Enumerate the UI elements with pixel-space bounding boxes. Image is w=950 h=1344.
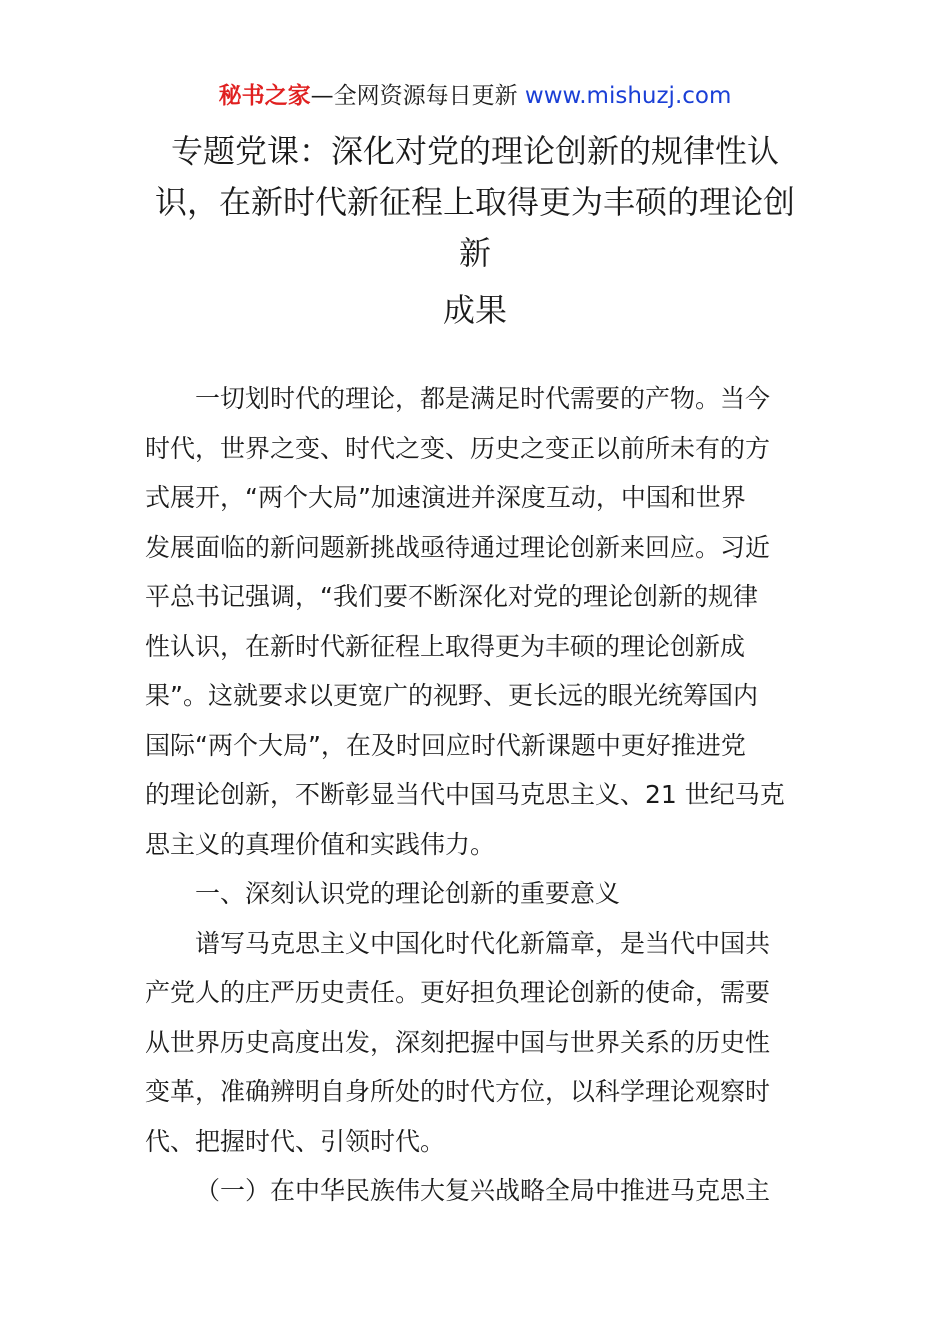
- site-header: [0, 80, 950, 112]
- subsection-heading-1: （一）在中华民族伟大复兴战略全局中推进马克思主: [195, 1176, 771, 1205]
- title-line-1: 专题党课：深化对党的理论创新的规律性认: [170, 132, 779, 170]
- body-line-13: 产党人的庄严历史责任。更好担负理论创新的使命，需要: [145, 978, 771, 1007]
- body-line-15: 变革，准确辨明自身所处的时代方位，以科学理论观察时: [145, 1077, 771, 1106]
- body-line-1: 一切划时代的理论，都是满足时代需要的产物。当今: [195, 384, 771, 413]
- section-heading-1: 一、深刻认识党的理论创新的重要意义: [195, 879, 621, 908]
- title-line-2: 识，在新时代新征程上取得更为丰硕的理论创: [154, 183, 795, 221]
- body-line-16: 代、把握时代、引领时代。: [145, 1126, 446, 1156]
- body-line-9: 的理论创新，不断彰显当代中国马克思主义、21 世纪马克: [145, 780, 785, 809]
- document-body: [145, 374, 807, 1216]
- body-line-5: 平总书记强调，“我们要不断深化对党的理论创新的规律: [145, 582, 758, 611]
- title-line-4: 成果: [442, 291, 507, 329]
- body-line-7: 果”。这就要求以更宽广的视野、更长远的眼光统筹国内: [145, 681, 758, 710]
- body-line-2: 时代，世界之变、时代之变、历史之变正以前所未有的方: [145, 433, 771, 463]
- body-line-14: 从世界历史高度出发，深刻把握中国与世界关系的历史性: [145, 1027, 771, 1057]
- site-url-link[interactable]: www.mishuzj.com: [524, 83, 732, 109]
- document-title: [130, 126, 820, 336]
- body-line-6: 性认识，在新时代新征程上取得更为丰硕的理论创新成: [145, 631, 746, 661]
- header-tagline: —全网资源每日更新: [310, 83, 525, 109]
- brand-name: 秘书之家: [218, 83, 311, 109]
- title-line-3: 新: [458, 234, 491, 272]
- body-line-12: 谱写马克思主义中国化时代化新篇章，是当代中国共: [195, 928, 771, 958]
- body-line-8: 国际“两个大局”，在及时回应时代新课题中更好推进党: [145, 730, 746, 760]
- body-line-10: 思主义的真理价值和实践伟力。: [145, 829, 496, 859]
- body-line-4: 发展面临的新问题新挑战亟待通过理论创新来回应。习近: [145, 532, 771, 562]
- body-line-3: 式展开，“两个大局”加速演进并深度互动，中国和世界: [145, 483, 746, 512]
